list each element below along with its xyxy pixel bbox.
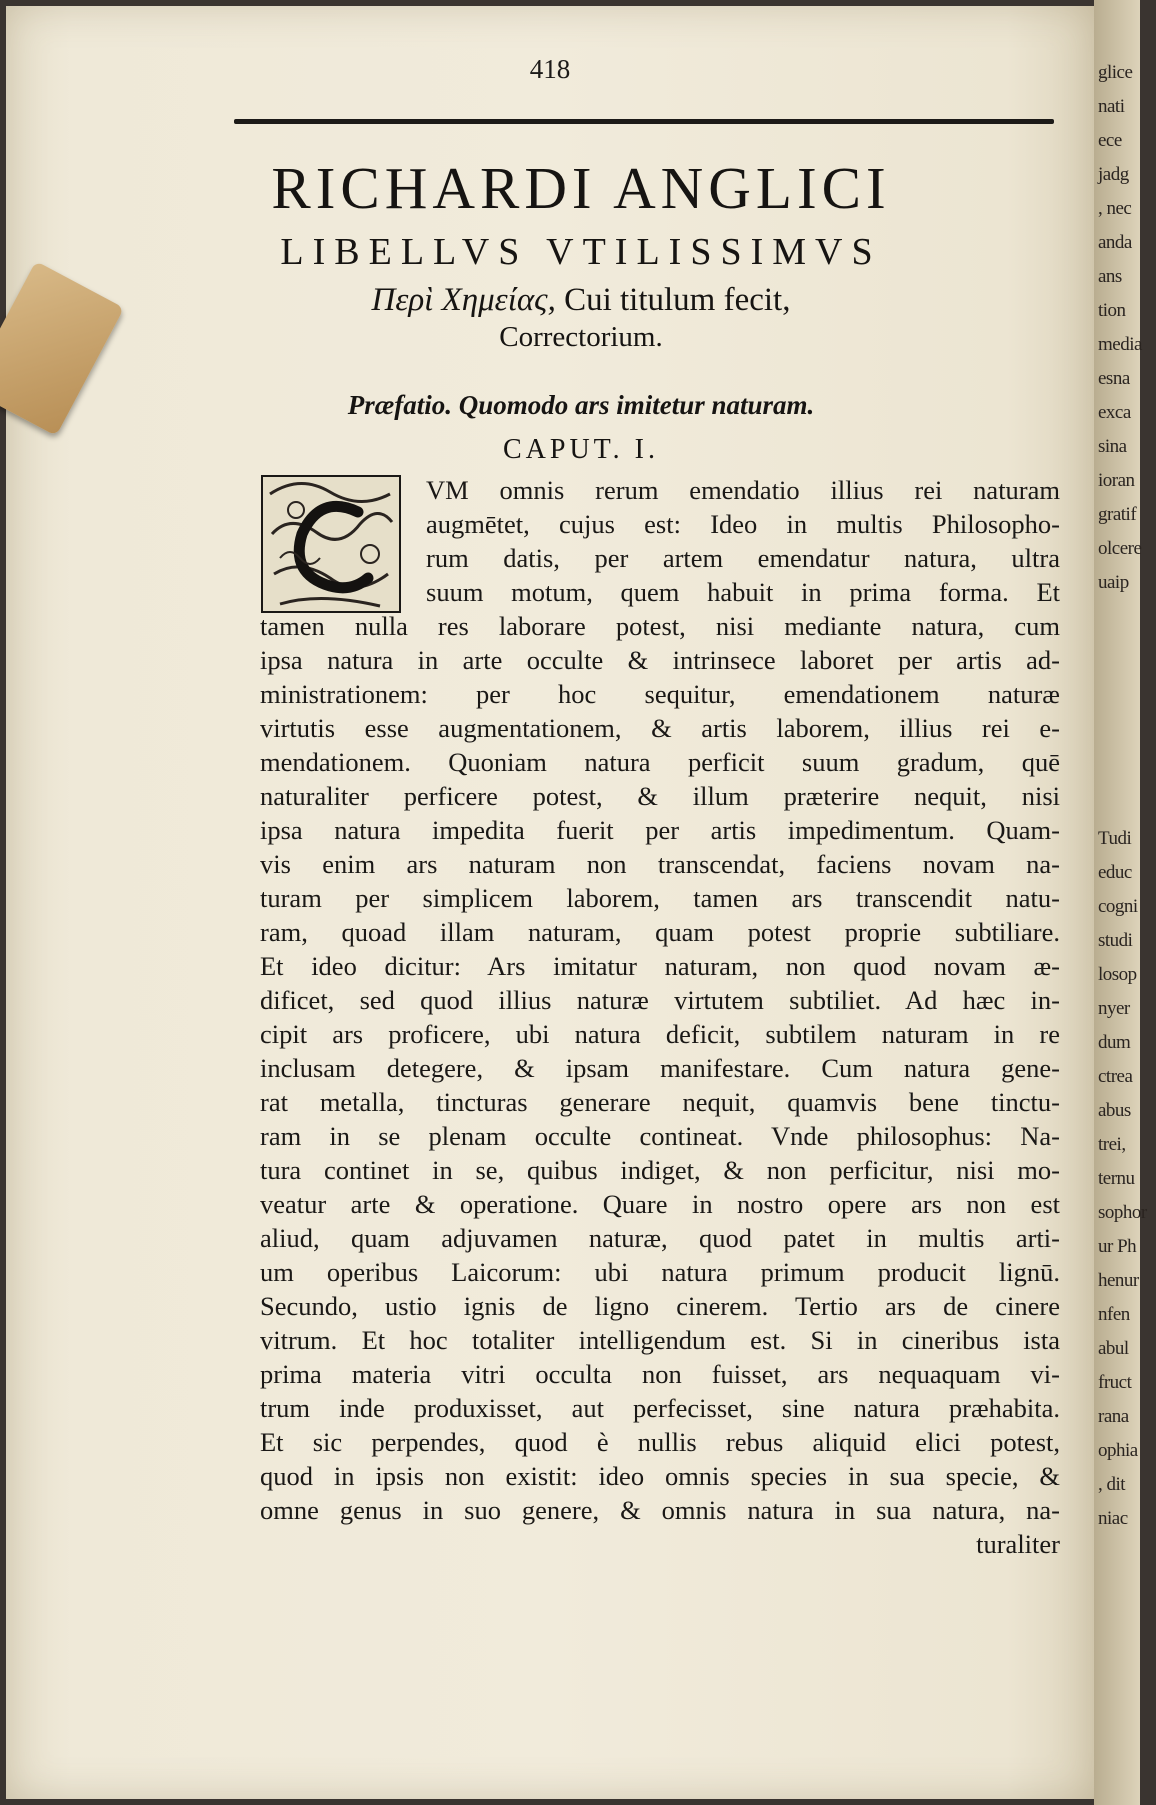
body-line: vitrum. Et hoc totaliter intelligendum est. Si in cineribus ista	[260, 1325, 1060, 1355]
title-greek-cont: Cui titulum fecit,	[564, 282, 791, 318]
margin-fragment: ioran	[1098, 470, 1135, 491]
margin-fragment: exca	[1098, 402, 1131, 423]
body-line: quod in ipsis non existit: ideo omnis species in sua specie, &	[260, 1461, 1060, 1491]
margin-fragment: fruct	[1098, 1372, 1132, 1393]
margin-fragment: ece	[1098, 130, 1122, 151]
margin-fragment: abul	[1098, 1338, 1129, 1359]
body-line: cipit ars proficere, ubi natura deficit, subtilem naturam in re	[260, 1019, 1060, 1049]
catchword: turaliter	[976, 1529, 1060, 1559]
body-line: suum motum, quem habuit in prima forma. Et	[426, 577, 1060, 607]
margin-fragment: nyer	[1098, 998, 1130, 1019]
body-line: rum datis, per artem emendatur natura, ultra	[426, 543, 1060, 573]
body-line: VM omnis rerum emendatio illius rei naturam	[426, 475, 1060, 505]
title-greek: Περὶ Χημείας,	[371, 282, 556, 318]
body-line: naturaliter perficere potest, & illum præterire nequit, nisi	[260, 781, 1060, 811]
margin-fragment: educ	[1098, 862, 1132, 883]
body-line: turam per simplicem laborem, tamen ars transcendit natu-	[260, 883, 1060, 913]
body-line: augmētet, cujus est: Ideo in multis Philosopho-	[426, 509, 1060, 539]
title-sub: LIBELLVS VTILISSIMVS	[280, 231, 882, 273]
chapter-heading: CAPUT. I.	[502, 434, 660, 465]
body-line: omne genus in suo genere, & omnis natura in sua natura, na-	[260, 1495, 1060, 1525]
body-line: um operibus Laicorum: ubi natura primum producit lignū.	[260, 1257, 1060, 1287]
body-line: veatur arte & operatione. Quare in nostro opere ars non est	[260, 1189, 1060, 1219]
body-line: ministrationem: per hoc sequitur, emendationem naturæ	[260, 679, 1060, 709]
margin-fragment: nfen	[1098, 1304, 1130, 1325]
body-line: prima materia vitri occulta non fuisset, ars nequaquam vi-	[260, 1359, 1060, 1389]
margin-fragment: trei,	[1098, 1134, 1126, 1155]
margin-fragment: uaip	[1098, 572, 1129, 593]
body-line: aliud, quam adjuvamen naturæ, quod patet in multis arti-	[260, 1223, 1060, 1253]
body-line: vis enim ars naturam non transcendat, faciens novam na-	[260, 849, 1060, 879]
body-line: tura continet in se, quibus indiget, & non perficitur, nisi mo-	[260, 1155, 1060, 1185]
margin-fragment: Tudi	[1098, 828, 1132, 849]
title-end: Correctorium.	[499, 321, 663, 353]
body-line: ipsa natura in arte occulte & intrinsece laboret per artis ad-	[260, 645, 1060, 675]
margin-fragment: jadg	[1098, 164, 1129, 185]
margin-fragment: gratif	[1098, 504, 1137, 525]
body-line: trum inde produxisset, aut perfecisset, sine natura præhabita.	[260, 1393, 1060, 1423]
margin-fragment: , dit	[1098, 1474, 1126, 1495]
body-line: Secundo, ustio ignis de ligno cinerem. Tertio ars de cinere	[260, 1291, 1060, 1321]
body-line: mendationem. Quoniam natura perficit suum gradum, quē	[260, 747, 1060, 777]
margin-fragment: olcere	[1098, 538, 1142, 559]
margin-fragment: glice	[1098, 62, 1133, 83]
margin-fragment: cogni	[1098, 896, 1138, 917]
title-main: RICHARDI ANGLICI	[271, 155, 891, 221]
margin-fragment: niac	[1098, 1508, 1128, 1529]
margin-fragment: ur Ph	[1098, 1236, 1137, 1257]
decorated-initial-c-icon	[260, 474, 402, 614]
margin-fragment: anda	[1098, 232, 1132, 253]
book-page	[6, 6, 1097, 1799]
margin-fragment: losop	[1098, 964, 1137, 985]
margin-fragment: ctrea	[1098, 1066, 1133, 1087]
margin-fragment: ternu	[1098, 1168, 1135, 1189]
body-line: ram, quoad illam naturam, quam potest proprie subtiliare.	[260, 917, 1060, 947]
margin-fragment: nati	[1098, 96, 1125, 117]
body-line: tamen nulla res laborare potest, nisi mediante natura, cum	[260, 611, 1060, 641]
margin-fragment: studi	[1098, 930, 1133, 951]
margin-fragment: rana	[1098, 1406, 1129, 1427]
margin-fragment: tion	[1098, 300, 1126, 321]
body-line: virtutis esse augmentationem, & artis laborem, illius rei e-	[260, 713, 1060, 743]
body-line: Et ideo dicitur: Ars imitatur naturam, non quod novam æ-	[260, 951, 1060, 981]
margin-fragment: ophia	[1098, 1440, 1138, 1461]
margin-fragment: sina	[1098, 436, 1127, 457]
body-line: inclusam detegere, & ipsam manifestare. Cum natura gene-	[260, 1053, 1060, 1083]
margin-fragment: media	[1098, 334, 1142, 355]
title-greek-line	[6, 282, 1156, 319]
body-line: rat metalla, tincturas generare nequit, quamvis bene tinctu-	[260, 1087, 1060, 1117]
body-line: ipsa natura impedita fuerit per artis impedimentum. Quam-	[260, 815, 1060, 845]
margin-fragment: sophor	[1098, 1202, 1147, 1223]
adjacent-page-edge	[1094, 0, 1147, 1805]
margin-fragment: dum	[1098, 1032, 1131, 1053]
body-line: ram in se plenam occulte contineat. Vnde philosophus: Na-	[260, 1121, 1060, 1151]
margin-fragment: ans	[1098, 266, 1122, 287]
body-line: Et sic perpendes, quod è nullis rebus aliquid elici potest,	[260, 1427, 1060, 1457]
page-number: 418	[529, 54, 571, 84]
margin-fragment: henur	[1098, 1270, 1139, 1291]
header-rule	[234, 119, 1054, 124]
preface-heading: Præfatio. Quomodo ars imitetur naturam.	[347, 390, 815, 420]
margin-fragment: abus	[1098, 1100, 1131, 1121]
margin-fragment: , nec	[1098, 198, 1132, 219]
body-line: dificet, sed quod illius naturæ virtutem subtiliet. Ad hæc in-	[260, 985, 1060, 1015]
margin-fragment: esna	[1098, 368, 1130, 389]
